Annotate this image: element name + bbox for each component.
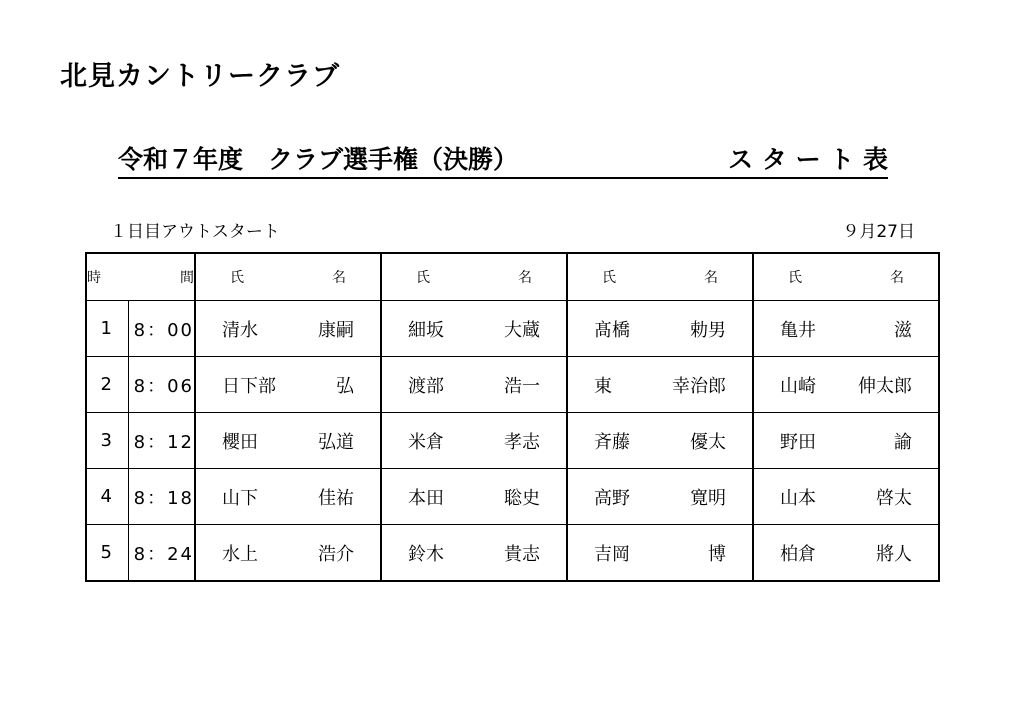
player-given: 貴志	[504, 543, 540, 565]
player-cell	[567, 357, 753, 413]
player-surname: 山下	[222, 487, 258, 509]
player-surname: 高野	[594, 487, 630, 509]
player-cell	[195, 525, 381, 582]
document-title	[118, 140, 888, 179]
player-surname: 亀井	[780, 319, 816, 341]
player-given: 孝志	[504, 431, 540, 453]
date-label: ９月27日	[842, 222, 915, 242]
player-surname: 東	[594, 375, 612, 397]
player-given: 浩一	[504, 375, 540, 397]
name-header	[753, 253, 939, 301]
player-cell	[381, 469, 567, 525]
player-given: 伸太郎	[858, 375, 912, 397]
name-header	[381, 253, 567, 301]
player-given: 優太	[690, 431, 726, 453]
player-given: 浩介	[318, 543, 354, 565]
club-name: 北見カントリークラブ	[60, 61, 340, 92]
player-surname: 清水	[222, 319, 258, 341]
player-surname: 吉岡	[594, 543, 630, 565]
player-given: 弘	[336, 375, 354, 397]
player-given: 滋	[894, 319, 912, 341]
surname-header: 氏	[602, 270, 616, 286]
table-row	[86, 469, 939, 525]
player-surname: 本田	[408, 487, 444, 509]
player-cell	[567, 525, 753, 582]
given-header: 名	[332, 270, 346, 286]
player-surname: 山崎	[780, 375, 816, 397]
player-given: 將人	[876, 543, 912, 565]
player-surname: 細坂	[408, 319, 444, 341]
player-given: 弘道	[318, 431, 354, 453]
player-cell	[753, 469, 939, 525]
player-surname: 日下部	[222, 375, 276, 397]
tee-time: 8：06	[128, 357, 195, 413]
player-cell	[381, 413, 567, 469]
tee-time: 8：00	[128, 301, 195, 357]
player-cell	[381, 357, 567, 413]
player-cell	[753, 357, 939, 413]
player-cell	[753, 525, 939, 582]
table-row	[86, 525, 939, 582]
player-given: 勅男	[690, 319, 726, 341]
player-surname: 山本	[780, 487, 816, 509]
given-header: 名	[518, 270, 532, 286]
surname-header: 氏	[416, 270, 430, 286]
player-given: 大蔵	[504, 319, 540, 341]
player-given: 聡史	[504, 487, 540, 509]
player-cell	[753, 413, 939, 469]
player-surname: 渡部	[408, 375, 444, 397]
player-cell	[567, 469, 753, 525]
player-cell	[381, 301, 567, 357]
given-header: 名	[704, 270, 718, 286]
player-cell	[195, 301, 381, 357]
title-sheet: ス タ ー ト 表	[728, 145, 888, 174]
table-row	[86, 357, 939, 413]
player-cell	[567, 413, 753, 469]
player-given: 諭	[894, 431, 912, 453]
surname-header: 氏	[788, 270, 802, 286]
tee-time: 8：24	[128, 525, 195, 582]
given-header: 名	[890, 270, 904, 286]
title-event: 令和７年度 クラブ選手権（決勝）	[118, 145, 519, 174]
tee-time: 8：18	[128, 469, 195, 525]
player-given: 啓太	[876, 487, 912, 509]
table-header-row	[86, 253, 939, 301]
tee-number: 2	[86, 357, 128, 413]
tee-number: 4	[86, 469, 128, 525]
player-surname: 鈴木	[408, 543, 444, 565]
name-header	[567, 253, 753, 301]
player-surname: 野田	[780, 431, 816, 453]
player-given: 幸治郎	[672, 375, 726, 397]
tee-time: 8：12	[128, 413, 195, 469]
player-cell	[381, 525, 567, 582]
player-given: 寛明	[690, 487, 726, 509]
player-surname: 髙橋	[594, 319, 630, 341]
player-surname: 櫻田	[222, 431, 258, 453]
player-surname: 斉藤	[594, 431, 630, 453]
tee-number: 5	[86, 525, 128, 582]
time-header	[86, 253, 195, 301]
player-given: 博	[708, 543, 726, 565]
tee-number: 3	[86, 413, 128, 469]
surname-header: 氏	[230, 270, 244, 286]
player-cell	[195, 469, 381, 525]
player-given: 佳祐	[318, 487, 354, 509]
time-header-left: 時	[87, 270, 101, 286]
table-row	[86, 413, 939, 469]
tee-number: 1	[86, 301, 128, 357]
player-cell	[567, 301, 753, 357]
player-surname: 水上	[222, 543, 258, 565]
player-given: 康嗣	[318, 319, 354, 341]
player-cell	[753, 301, 939, 357]
table-row	[86, 301, 939, 357]
time-header-right: 間	[180, 270, 194, 286]
player-surname: 柏倉	[780, 543, 816, 565]
player-surname: 米倉	[408, 431, 444, 453]
player-cell	[195, 413, 381, 469]
start-table	[85, 252, 940, 582]
player-cell	[195, 357, 381, 413]
round-label: １日目アウトスタート	[110, 222, 280, 242]
name-header	[195, 253, 381, 301]
